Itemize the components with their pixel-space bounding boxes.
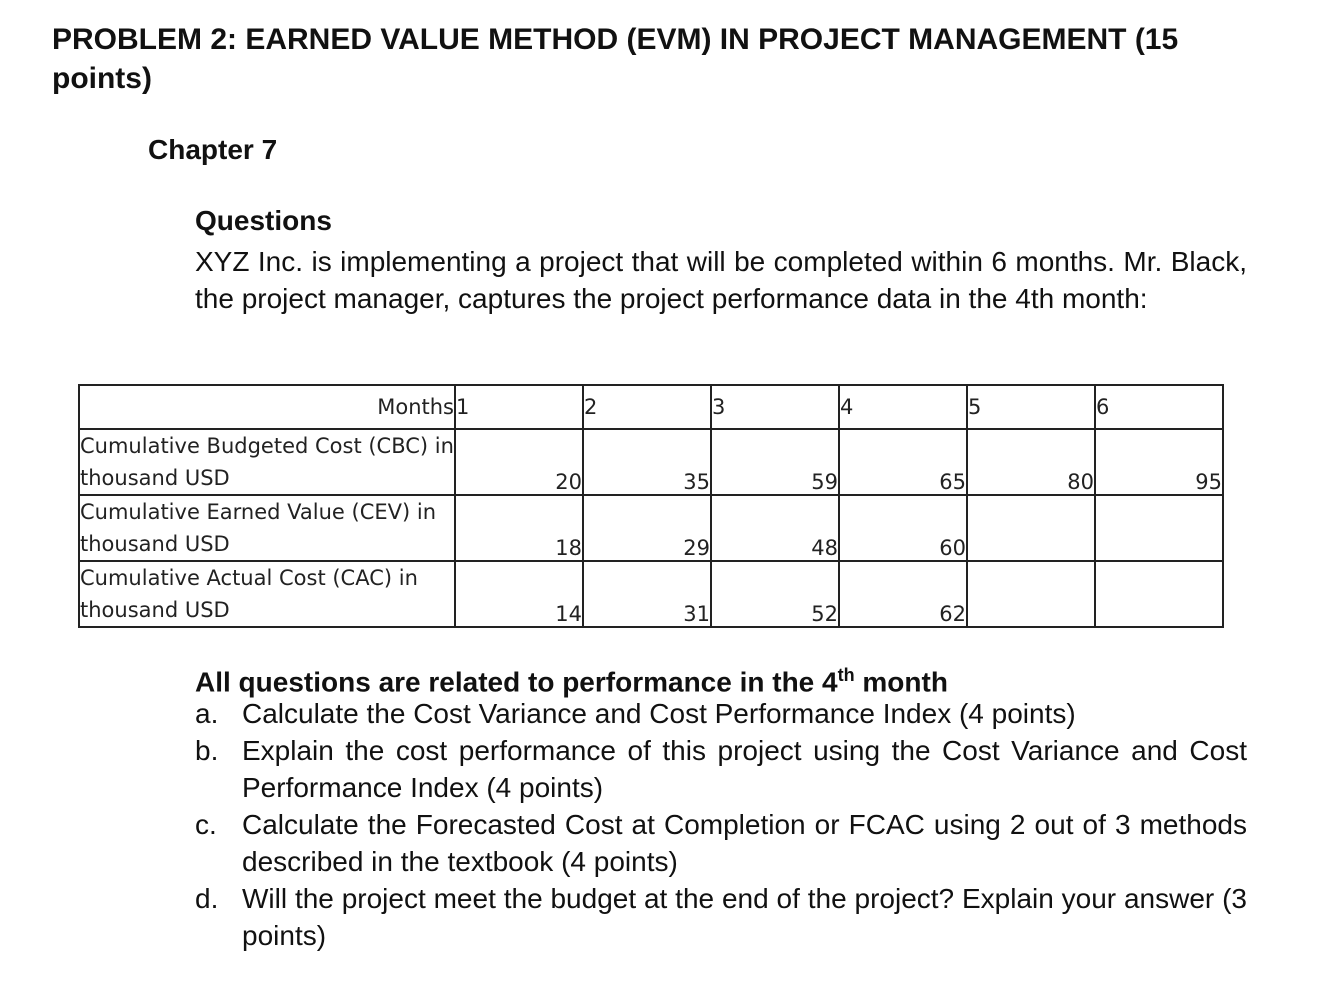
section-heading-tail: month <box>854 666 948 698</box>
table-header-row <box>79 385 1223 429</box>
table-cell: 80 <box>967 429 1095 495</box>
month-header: 1 <box>455 385 583 429</box>
month-header: 5 <box>967 385 1095 429</box>
month-header: 2 <box>583 385 711 429</box>
question-letter: c. <box>195 809 217 840</box>
table-row-cac <box>79 561 1223 627</box>
question-text: Calculate the Cost Variance and Cost Performance Index (4 points) <box>242 698 1076 729</box>
month-header: 3 <box>711 385 839 429</box>
questions-list <box>195 695 1247 954</box>
question-text: Will the project meet the budget at the end of the project? Explain your answer (3 points) <box>242 883 1247 951</box>
chapter-heading: Chapter 7 <box>148 134 278 165</box>
ordinal-suffix: th <box>837 665 855 685</box>
month-header: 4 <box>839 385 967 429</box>
table-cell: 62 <box>839 561 967 627</box>
question-letter: a. <box>195 698 219 729</box>
section-heading-text: All questions are related to performance in the 4 <box>195 666 838 698</box>
table-cell <box>1095 561 1223 627</box>
table-cell: 95 <box>1095 429 1223 495</box>
question-item <box>195 695 1247 732</box>
table-cell <box>1095 495 1223 561</box>
question-text: Calculate the Forecasted Cost at Completion or FCAC using 2 out of 3 methods described in the textbook (4 points) <box>242 809 1247 877</box>
table-cell: 59 <box>711 429 839 495</box>
table-cell: 60 <box>839 495 967 561</box>
table-cell: 65 <box>839 429 967 495</box>
table-row-cbc <box>79 429 1223 495</box>
month-header: 6 <box>1095 385 1223 429</box>
table-cell: 35 <box>583 429 711 495</box>
question-letter: d. <box>195 883 219 914</box>
problem-title: PROBLEM 2: EARNED VALUE METHOD (EVM) IN PROJECT MANAGEMENT (15 points) <box>52 23 1179 95</box>
row-label-cbc: Cumulative Budgeted Cost (CBC) in thousand USD <box>79 429 455 495</box>
table-cell: 14 <box>455 561 583 627</box>
table-cell: 52 <box>711 561 839 627</box>
row-label-cev: Cumulative Earned Value (CEV) in thousand USD <box>79 495 455 561</box>
table-cell: 31 <box>583 561 711 627</box>
intro-paragraph: XYZ Inc. is implementing a project that will be completed within 6 months. Mr. Black, the project manager, captures the project performance data in the 4th month: <box>195 246 1247 314</box>
question-letter: b. <box>195 735 219 766</box>
questions-heading: Questions <box>195 205 332 236</box>
table-cell: 18 <box>455 495 583 561</box>
row-label-cac: Cumulative Actual Cost (CAC) in thousand USD <box>79 561 455 627</box>
question-item <box>195 732 1247 806</box>
question-item <box>195 806 1247 880</box>
section-heading <box>195 657 948 700</box>
table-cell: 48 <box>711 495 839 561</box>
months-header: Months <box>79 385 455 429</box>
question-text: Explain the cost performance of this project using the Cost Variance and Cost Performance Index (4 points) <box>242 735 1247 803</box>
table-row-cev <box>79 495 1223 561</box>
table-cell: 20 <box>455 429 583 495</box>
question-item <box>195 880 1247 954</box>
table-cell: 29 <box>583 495 711 561</box>
performance-table <box>78 384 1224 628</box>
table-cell <box>967 495 1095 561</box>
table-cell <box>967 561 1095 627</box>
